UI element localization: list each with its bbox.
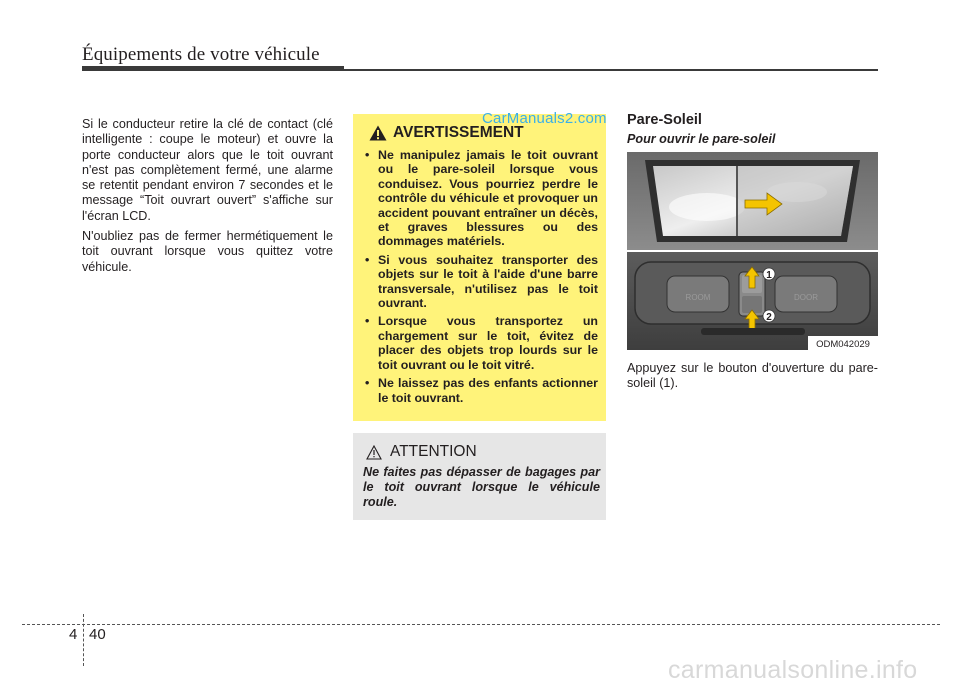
sunshade-figure (627, 152, 878, 350)
warning-item: • Lorsque vous transportez un chargement sur le toit, évitez de placer des objets trop lourds sur le toit ouvrant ou le toit vitré. (365, 314, 598, 372)
caution-triangle-icon (366, 445, 382, 460)
section-subtitle: Pour ouvrir le pare-soleil (627, 132, 776, 146)
section-title: Pare-Soleil (627, 112, 702, 128)
warning-item: • Ne manipulez jamais le toit ouvrant ou le pare-soleil lorsque vous conduisez. Vous pourriez perdre le contrôle du véhicule et provoquer un accident pouvant entraîner un décès, et graves blessures ou des dommages matériels. (365, 148, 598, 249)
figure-code: ODM042029 (816, 339, 870, 350)
paragraph-alarm: Si le conducteur retire la clé de contact (clé intelligente : coupe le moteur) et ouvre la porte conducteur alors que le toit ouvrant n'est pas complètement fermé, une alarme se retentit pendant environ 7 secondes et le message “Toit ouvrart ouvert” s'affiche sur l'écran LCD. (82, 117, 333, 223)
warning-item: • Ne laissez pas des enfants actionner le toit ouvrant. (365, 376, 598, 405)
page-number: 40 (89, 626, 106, 643)
callout-2: 2 (766, 312, 772, 323)
header-rule-thick (82, 66, 344, 71)
sunshade-illustration (627, 152, 878, 350)
instruction-text: Appuyez sur le bouton d'ouverture du pare-soleil (1). (627, 361, 878, 390)
paragraph-reminder: N'oubliez pas de fermer hermétiquement le toit ouvrant lorsque vous quittez votre véhicule. (82, 229, 333, 274)
warning-box (353, 114, 606, 421)
page-header-title: Équipements de votre véhicule (82, 44, 320, 65)
warning-item: • Si vous souhaitez transporter des objets sur le toit à l'aide d'une barre transversale, n'utilisez pas le toit ouvrant. (365, 253, 598, 311)
door-button-label: DOOR (794, 293, 818, 302)
attention-text: Ne faites pas dépasser de bagages par le toit ouvrant lorsque le véhicule roule. (363, 465, 600, 509)
callout-1: 1 (766, 270, 772, 281)
warning-title: AVERTISSEMENT (393, 124, 524, 141)
site-watermark: carmanualsonline.info (668, 656, 918, 684)
left-column (82, 117, 333, 280)
warning-triangle-icon (369, 125, 387, 141)
warning-list (365, 148, 598, 409)
attention-title: ATTENTION (390, 443, 477, 460)
footer-dashed-rule (22, 624, 940, 625)
header-rule-thin (344, 69, 878, 71)
room-button-label: ROOM (685, 293, 711, 302)
attention-header (366, 443, 477, 461)
watermark-link[interactable]: CarManuals2.com (482, 110, 607, 127)
footer-vertical-dashed-rule (83, 614, 84, 666)
chapter-number: 4 (69, 626, 78, 643)
attention-box (353, 433, 606, 520)
